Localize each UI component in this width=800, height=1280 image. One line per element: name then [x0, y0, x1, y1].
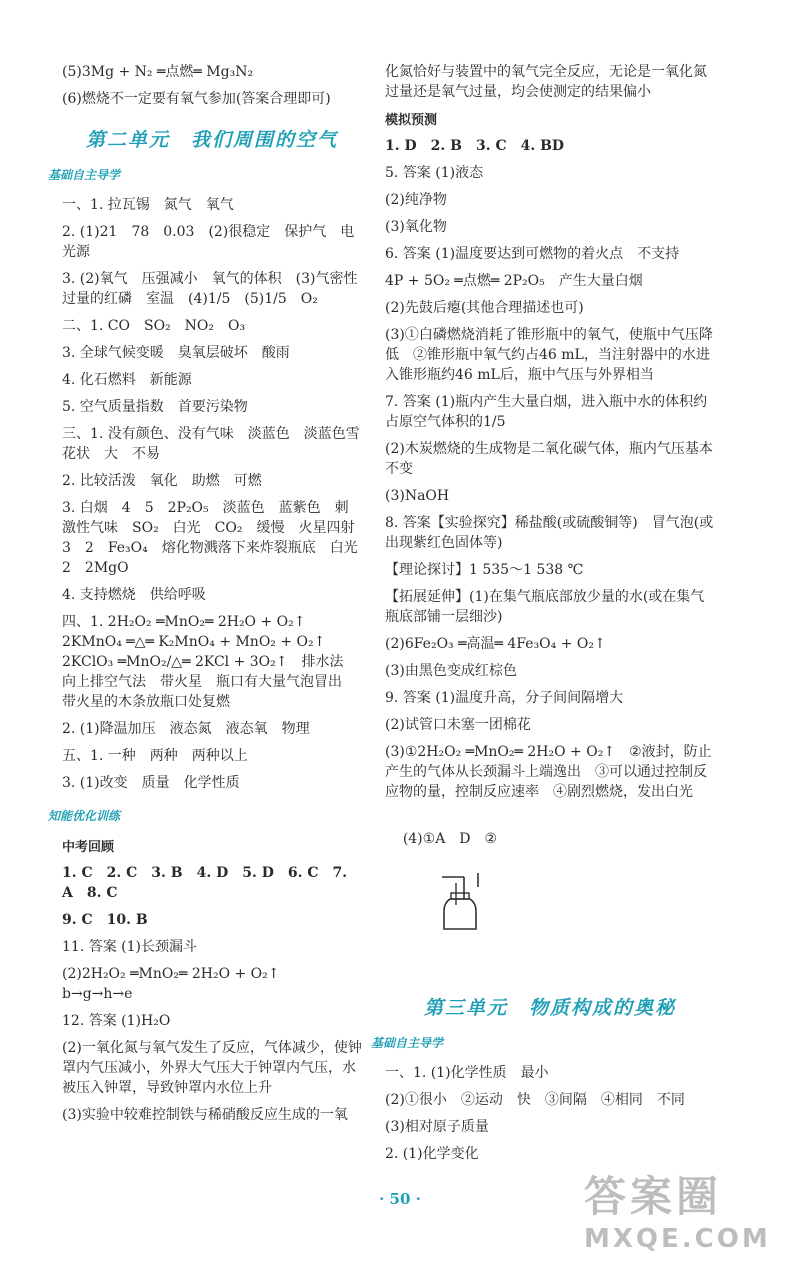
answer-line: (2)2H₂O₂ ═MnO₂═ 2H₂O + O₂↑ b→g→h→e — [62, 966, 294, 1002]
section-training-heading: 知能优化训练 — [48, 809, 121, 823]
answer-line: 3. (2)氧气 压强减小 氧气的体积 (3)气密性 过量的红磷 室温 (4)1/5 (5)1/5 O₂ — [62, 271, 372, 307]
answer-line: 二、1. CO SO₂ NO₂ O₃ — [62, 318, 246, 334]
answer-line: 3. 全球气候变暖 臭氧层破坏 酸雨 — [62, 345, 290, 361]
answer-line: (3)实验中较难控制铁与稀硝酸反应生成的一氧 — [62, 1107, 348, 1123]
page-number: · 50 · — [379, 1190, 421, 1208]
answer-line: (3)①2H₂O₂ ═MnO₂═ 2H₂O + O₂↑ ②液封，防止产生的气体从长颈漏斗上端逸出 ③可以通过控制反应物的量，控制反应速率 ④剧烈燃烧，发出白光 — [385, 744, 712, 800]
answer-line: (2)纯净物 — [385, 192, 447, 208]
answer-line: (3)①白磷燃烧消耗了锥形瓶中的氧气，使瓶中气压降低 ②锥形瓶中氧气约占46 mL，当注射器中的水进入锥形瓶约46 mL后，瓶中气压与外界相当 — [385, 327, 713, 383]
answer-line: 9. C 10. B — [62, 912, 148, 928]
answer-line: (3)相对原子质量 — [385, 1119, 489, 1135]
answer-line: (3)氧化物 — [385, 219, 447, 235]
answer-line: 一、1. (1)化学性质 最小 — [385, 1065, 549, 1081]
answer-line: (2)木炭燃烧的生成物是二氧化碳气体，瓶内气压基本不变 — [385, 441, 713, 477]
zhongkao-heading: 中考回顾 — [62, 840, 115, 855]
unit2-title: 第二单元 我们周围的空气 — [85, 129, 338, 151]
answer-text: (4)①A D ② — [402, 831, 498, 847]
watermark-logo — [584, 1172, 784, 1272]
answer-line: 2. 比较活泼 氧化 助燃 可燃 — [62, 473, 262, 489]
answer-line: 一、1. 拉瓦锡 氮气 氧气 — [62, 197, 234, 213]
answer-line: 4. 化石燃料 新能源 — [62, 372, 192, 388]
answer-line: (2)试管口未塞一团棉花 — [385, 717, 531, 733]
section-basic-heading: 基础自主导学 — [48, 168, 121, 182]
left-column — [48, 62, 372, 1132]
answer-line: 5. 答案 (1)液态 — [385, 165, 484, 181]
answer-line: 7. 答案 (1)瓶内产生大量白烟，进入瓶中水的体积约占原空气体积的1/5 — [385, 394, 708, 430]
answer-line: 五、1. 一种 两种 两种以上 — [62, 748, 248, 764]
answer-line: (3)由黑色变成红棕色 — [385, 663, 517, 679]
right-column — [371, 62, 715, 1171]
answer-line: 2. (1)降温加压 液态氮 液态氧 物理 — [62, 721, 310, 737]
answer-line: (2)①很小 ②运动 快 ③间隔 ④相同 不同 — [385, 1092, 685, 1108]
answer-line: (2)一氧化氮与氧气发生了反应，气体减少，使钟罩内气压减小，外界大气压大于钟罩内气压，水被压入钟罩，导致钟罩内水位上升 — [62, 1040, 362, 1096]
answer-line: 3. 白烟 4 5 2P₂O₅ 淡蓝色 蓝紫色 刺激性气味 SO₂ 白光 CO₂ 缓慢 火星四射 3 2 Fe₃O₄ 熔化物溅落下来炸裂瓶底 白光 2 2MgO — [62, 500, 372, 576]
answer-line: 3. (1)改变 质量 化学性质 — [62, 775, 240, 791]
watermark-bottom: MXQE.COM — [584, 1224, 771, 1254]
answer-line: (2)6Fe₂O₃ ═高温═ 4Fe₃O₄ + O₂↑ — [385, 636, 606, 652]
answer-line: 2. (1)化学变化 — [385, 1146, 479, 1162]
answer-line: 1. C 2. C 3. B 4. D 5. D 6. C 7. A 8. C — [62, 865, 352, 901]
section-basic-heading-2: 基础自主导学 — [371, 1036, 444, 1050]
answer-line: 4. 支持燃烧 供给呼吸 — [62, 587, 206, 603]
answer-line: 9. 答案 (1)温度升高，分子间间隔增大 — [385, 690, 624, 706]
watermark-top: 答案圈 — [584, 1172, 723, 1221]
answer-line-with-apparatus — [385, 809, 715, 977]
moni-heading: 模拟预测 — [385, 113, 438, 128]
answer-line: (6)燃烧不一定要有氧气参加(答案合理即可) — [62, 91, 331, 107]
answer-line: 5. 空气质量指数 首要污染物 — [62, 399, 248, 415]
answer-line: (3)NaOH — [385, 488, 450, 504]
answer-line: 4P + 5O₂ ═点燃═ 2P₂O₅ 产生大量白烟 — [385, 273, 643, 289]
answer-line: 化氮恰好与装置中的氧气完全反应，无论是一氧化氮过量还是氧气过量，均会使测定的结果偏小 — [385, 64, 707, 100]
answer-line: 2. (1)21 78 0.03 (2)很稳定 保护气 电光源 — [62, 224, 355, 260]
answer-line: (5)3Mg + N₂ ═点燃═ Mg₃N₂ — [62, 64, 254, 80]
answer-line: 【理论探讨】1 535～1 538 ℃ — [385, 562, 584, 578]
answer-line: 12. 答案 (1)H₂O — [62, 1013, 171, 1029]
answer-line: 四、1. 2H₂O₂ ═MnO₂═ 2H₂O + O₂↑ 2KMnO₄ ═△═ K₂MnO₄ + MnO₂ + O₂↑ 2KClO₃ ═MnO₂/△═ 2KCl + 3O₂↑ 排水法 向上排空气法 带火星 瓶口有大量气泡冒出 带火星的木条放瓶口处复燃 — [62, 614, 358, 710]
answer-line: (2)先鼓后瘪(其他合理描述也可) — [385, 300, 584, 316]
gas-bottle-apparatus-icon — [411, 849, 482, 957]
answer-line: 【拓展延伸】(1)在集气瓶底部放少量的水(或在集气瓶底部铺一层细沙) — [385, 589, 705, 625]
answer-line: 三、1. 没有颜色、没有气味 淡蓝色 淡蓝色雪花状 大 不易 — [62, 426, 360, 462]
answer-line: 6. 答案 (1)温度要达到可燃物的着火点 不支持 — [385, 246, 680, 262]
answer-line: 11. 答案 (1)长颈漏斗 — [62, 939, 197, 955]
unit3-title: 第三单元 物质构成的奥秘 — [423, 997, 676, 1019]
answer-line: 8. 答案【实验探究】稀盐酸(或硫酸铜等) 冒气泡(或出现紫红色固体等) — [385, 515, 714, 551]
answer-line: 1. D 2. B 3. C 4. BD — [385, 138, 565, 154]
